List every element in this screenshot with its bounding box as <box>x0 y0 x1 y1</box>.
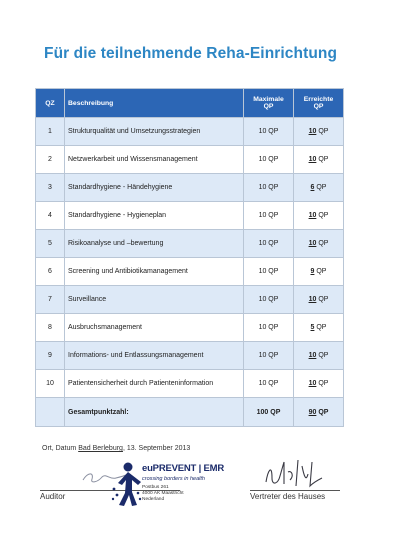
table-row <box>36 342 344 370</box>
total-achieved-value: 90 <box>308 408 317 416</box>
date-text: , 13. September 2013 <box>122 445 191 452</box>
row-description: Surveillance <box>65 286 244 314</box>
row-qz-number: 2 <box>36 146 65 174</box>
row-max-points: 10 QP <box>244 342 294 370</box>
table-row <box>36 370 344 398</box>
row-max-points: 10 QP <box>244 202 294 230</box>
row-achieved-unit: QP <box>318 352 329 359</box>
row-qz-number: 8 <box>36 314 65 342</box>
row-max-points: 10 QP <box>244 258 294 286</box>
logo-tagline: crossing borders in health <box>142 476 205 482</box>
row-achieved-value: 9 <box>310 268 315 275</box>
row-achieved-points <box>294 118 344 146</box>
row-description: Informations- und Entlassungsmanagement <box>65 342 244 370</box>
row-max-points: 10 QP <box>244 370 294 398</box>
logo-address-line1: Postbus 261 <box>142 485 169 490</box>
header-got-line1: Erreichte <box>303 96 334 103</box>
euprevent-logo-stamp <box>108 461 228 521</box>
table-row <box>36 118 344 146</box>
row-achieved-value: 6 <box>310 184 315 191</box>
logo-address <box>142 485 184 503</box>
table-row <box>36 258 344 286</box>
row-description: Standardhygiene - Händehygiene <box>65 174 244 202</box>
row-description: Screening und Antibiotikamanagement <box>65 258 244 286</box>
logo-address-line2: 4000 AK Maastricht <box>142 491 184 496</box>
row-qz-number: 5 <box>36 230 65 258</box>
row-achieved-points <box>294 202 344 230</box>
table-row <box>36 286 344 314</box>
header-description: Beschreibung <box>65 89 244 118</box>
row-description: Ausbruchsmanagement <box>65 314 244 342</box>
row-achieved-unit: QP <box>316 324 327 331</box>
header-max-line2: QP <box>263 103 274 110</box>
row-qz-number: 3 <box>36 174 65 202</box>
row-max-points: 10 QP <box>244 286 294 314</box>
place-date-prefix: Ort, Datum <box>42 445 77 452</box>
row-achieved-unit: QP <box>318 156 329 163</box>
row-achieved-points <box>294 146 344 174</box>
table-row <box>36 202 344 230</box>
page-title: Für die teilnehmende Reha-Einrichtung <box>44 45 338 62</box>
row-description: Patientensicherheit durch Patienteninformation <box>65 370 244 398</box>
logo-address-line3: Nederland <box>142 497 165 502</box>
row-qz-number: 7 <box>36 286 65 314</box>
row-achieved-value: 10 <box>308 380 317 387</box>
row-achieved-points <box>294 174 344 202</box>
row-qz-number: 4 <box>36 202 65 230</box>
total-label: Gesamtpunktzahl: <box>65 398 244 427</box>
total-row <box>36 398 344 427</box>
row-max-points: 10 QP <box>244 146 294 174</box>
header-qz: QZ <box>36 89 65 118</box>
row-max-points: 10 QP <box>244 314 294 342</box>
row-max-points: 10 QP <box>244 230 294 258</box>
row-qz-number: 9 <box>36 342 65 370</box>
row-achieved-unit: QP <box>318 240 329 247</box>
row-achieved-value: 10 <box>308 156 317 163</box>
table-row <box>36 230 344 258</box>
place-name: Bad Berleburg <box>78 445 123 452</box>
row-qz-number: 10 <box>36 370 65 398</box>
table-header <box>36 89 344 118</box>
table-row <box>36 314 344 342</box>
table-footer <box>36 398 344 427</box>
header-got-line2: QP <box>313 103 324 110</box>
row-qz-number: 6 <box>36 258 65 286</box>
row-description: Netzwerkarbeit und Wissensmanagement <box>65 146 244 174</box>
row-achieved-value: 10 <box>308 240 317 247</box>
representative-signature-scribble <box>262 456 332 490</box>
row-achieved-points <box>294 342 344 370</box>
row-achieved-unit: QP <box>318 296 329 303</box>
row-achieved-unit: QP <box>316 268 327 275</box>
total-max: 100 QP <box>244 398 294 427</box>
row-description: Standardhygiene - Hygieneplan <box>65 202 244 230</box>
euprevent-figure-icon <box>110 461 142 507</box>
table-row <box>36 146 344 174</box>
row-achieved-unit: QP <box>318 380 329 387</box>
row-achieved-value: 10 <box>308 212 317 219</box>
row-achieved-points <box>294 370 344 398</box>
table-row <box>36 174 344 202</box>
header-max-points <box>244 89 294 118</box>
total-achieved-unit: QP <box>318 408 329 416</box>
total-empty-cell <box>36 398 65 427</box>
row-description: Risikoanalyse und –bewertung <box>65 230 244 258</box>
row-qz-number: 1 <box>36 118 65 146</box>
row-max-points: 10 QP <box>244 118 294 146</box>
representative-label: Vertreter des Hauses <box>250 492 326 501</box>
row-max-points: 10 QP <box>244 174 294 202</box>
total-achieved <box>294 398 344 427</box>
row-achieved-points <box>294 314 344 342</box>
header-achieved-points <box>294 89 344 118</box>
row-achieved-points <box>294 258 344 286</box>
auditor-label: Auditor <box>40 492 66 501</box>
row-achieved-unit: QP <box>316 184 327 191</box>
row-achieved-value: 10 <box>308 128 317 135</box>
logo-brand-text: euPREVENT | EMR <box>142 463 225 474</box>
row-achieved-points <box>294 286 344 314</box>
table-body <box>36 118 344 398</box>
row-achieved-unit: QP <box>318 212 329 219</box>
row-achieved-value: 10 <box>308 352 317 359</box>
row-description: Strukturqualität und Umsetzungsstrategien <box>65 118 244 146</box>
row-achieved-points <box>294 230 344 258</box>
row-achieved-unit: QP <box>318 128 329 135</box>
representative-signature-line <box>250 490 340 491</box>
row-achieved-value: 10 <box>308 296 317 303</box>
place-date-line <box>42 445 190 452</box>
quality-criteria-table <box>35 88 344 427</box>
header-max-line1: Maximale <box>253 96 284 103</box>
row-achieved-value: 5 <box>310 324 315 331</box>
